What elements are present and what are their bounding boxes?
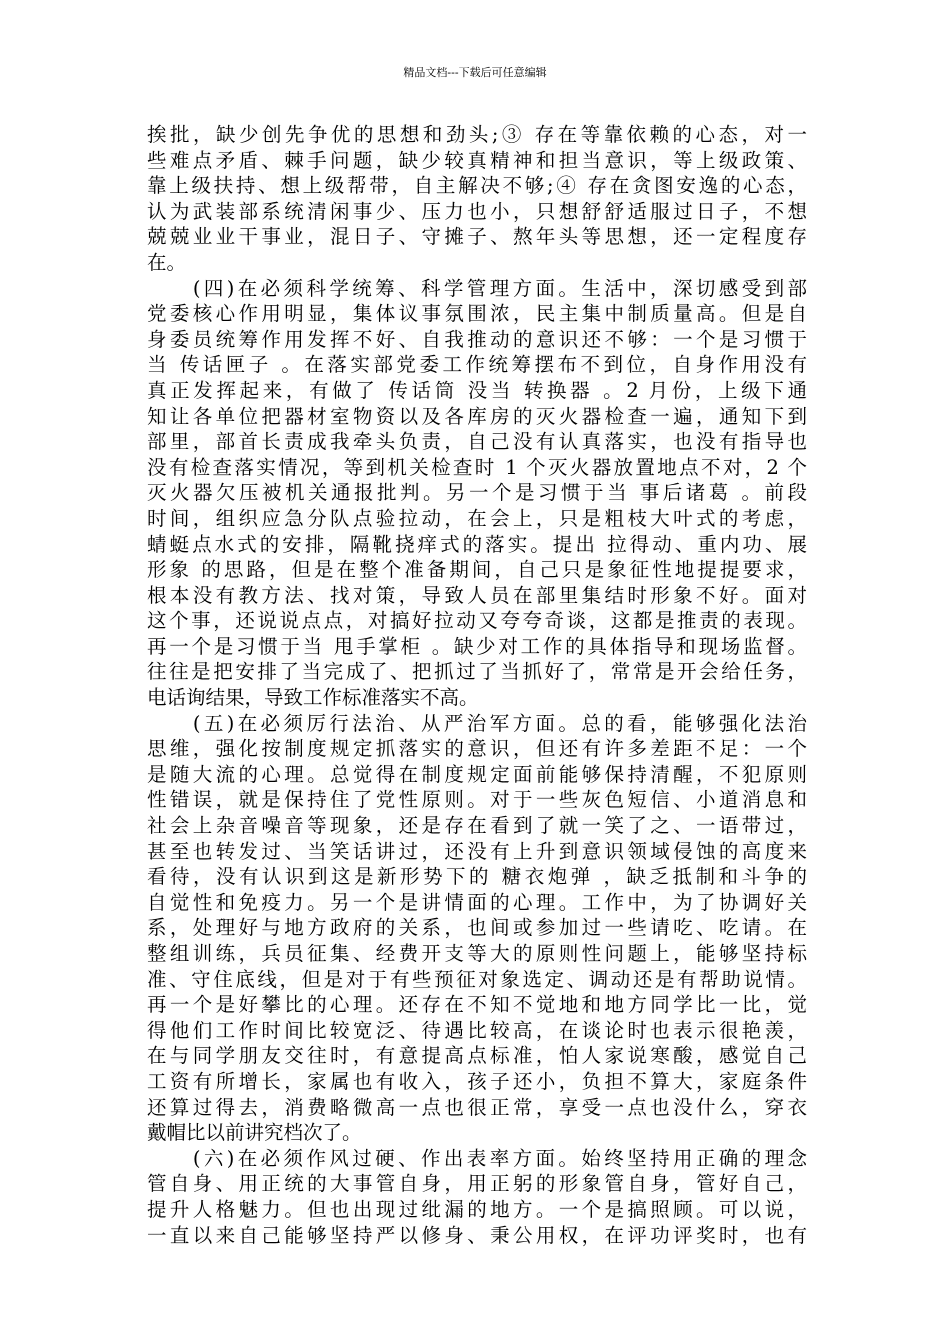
text-line: 提升人格魅力。但也出现过纰漏的地方。一个是搞照顾。可以说， [147,1197,807,1221]
text-line: 灭火器欠压被机关通报批判。另一个是习惯于当 事后诸葛 。前段 [147,481,807,505]
text-line: 根本没有教方法、找对策，导致人员在部里集结时形象不好。面对 [147,583,807,607]
document-body [147,122,807,1248]
text-line: (六)在必须作风过硬、作出表率方面。始终坚持用正确的理念 [147,1146,807,1170]
text-line: 是随大流的心理。总觉得在制度规定面前能够保持清醒，不犯原则 [147,762,807,786]
text-line: 电话询结果，导致工作标准落实不高。 [147,686,479,710]
text-line: 挨批，缺少创先争优的思想和劲头;③ 存在等靠依赖的心态，对一 [147,123,807,146]
text-line: 再一个是好攀比的心理。还存在不知不觉地和地方同学比一比，觉 [147,993,807,1017]
text-line: 再一个是习惯于当 甩手掌柜 。缺少对工作的具体指导和现场监督。 [147,634,807,658]
text-line: 部里，部首长责成我牵头负责，自己没有认真落实，也没有指导也 [147,430,807,454]
text-line: 自觉性和免疫力。另一个是讲情面的心理。工作中，为了协调好关 [147,890,807,914]
text-line: 形象 的思路，但是在整个准备期间，自己只是象征性地提提要求， [147,558,807,582]
text-line: 当 传话匣子 。在落实部党委工作统筹摆布不到位，自身作用没有 [147,353,807,377]
text-line: (五)在必须厉行法治、从严治军方面。总的看，能够强化法治 [147,711,807,735]
text-line: 身委员统筹作用发挥不好、自我推动的意识还不够：一个是习惯于 [147,327,807,351]
text-line: 蜻蜓点水式的安排，隔靴挠痒式的落实。提出 拉得动、重内功、展 [147,532,807,556]
text-line: 靠上级扶持、想上级帮带，自主解决不够;④ 存在贪图安逸的心态， [147,174,807,198]
text-line: 认为武装部系统清闲事少、压力也小，只想舒舒适服过日子，不想 [147,199,807,223]
text-line: 性错误，就是保持住了党性原则。对于一些灰色短信、小道消息和 [147,788,807,812]
text-line: 思维，强化按制度规定抓落实的意识，但还有许多差距不足：一个 [147,737,807,761]
text-line: 工资有所增长，家属也有收入，孩子还小，负担不算大，家庭条件 [147,1069,807,1093]
text-line: 往往是把安排了当完成了、把抓过了当抓好了，常常是开会给任务， [147,660,807,684]
page-header: 精品文档---下载后可任意编辑 [403,66,547,79]
text-line: 还算过得去，消费略微高一点也很正常，享受一点也没什么，穿衣 [147,1095,807,1119]
text-line: 在。 [147,250,187,274]
text-line: 在与同学朋友交往时，有意提高点标准，怕人家说寒酸，感觉自己 [147,1044,807,1068]
text-line: 真正发挥起来，有做了 传话筒 没当 转换器 。2 月份，上级下通 [147,378,807,402]
text-line: 没有检查落实情况，等到机关检查时 1 个灭火器放置地点不对，2 个 [147,455,807,479]
text-line: 些难点矛盾、棘手问题，缺少较真精神和担当意识，等上级政策、 [147,148,807,172]
text-line: (四)在必须科学统筹、科学管理方面。生活中，深切感受到部 [147,276,807,300]
text-line: 这个事，还说说点点，对搞好拉动又夸夸奇谈，这都是推责的表现。 [147,609,807,633]
text-line: 甚至也转发过、当笑话讲过，还没有上升到意识领域侵蚀的高度来 [147,839,807,863]
text-line: 管自身、用正统的大事管自身，用正躬的形象管自身，管好自己， [147,1172,807,1196]
text-line: 兢兢业业干事业，混日子、守摊子、熬年头等思想，还一定程度存 [147,225,807,249]
text-line: 准、守住底线，但是对于有些预征对象选定、调动还是有帮助说情。 [147,967,807,991]
text-line: 得他们工作时间比较宽泛、待遇比较高，在谈论时也表示很艳羡， [147,1018,807,1042]
text-line: 系，处理好与地方政府的关系，也间或参加过一些请吃、吃请。在 [147,916,807,940]
text-line: 知让各单位把器材室物资以及各库房的灭火器检查一遍，通知下到 [147,404,807,428]
text-line: 一直以来自己能够坚持严以修身、秉公用权，在评功评奖时，也有 [147,1223,807,1247]
text-line: 社会上杂音噪音等现象，还是存在看到了就一笑了之、一语带过， [147,814,807,838]
text-line: 党委核心作用明显，集体议事氛围浓，民主集中制质量高。但是自 [147,302,807,326]
text-line: 时间，组织应急分队点验拉动，在会上，只是粗枝大叶式的考虑， [147,506,807,530]
text-line: 整组训练，兵员征集、经费开支等大的原则性问题上，能够坚持标 [147,942,807,965]
text-line: 看待，没有认识到这是新形势下的 糖衣炮弹 ，缺乏抵制和斗争的 [147,865,807,889]
text-line: 戴帽比以前讲究档次了。 [147,1121,362,1145]
